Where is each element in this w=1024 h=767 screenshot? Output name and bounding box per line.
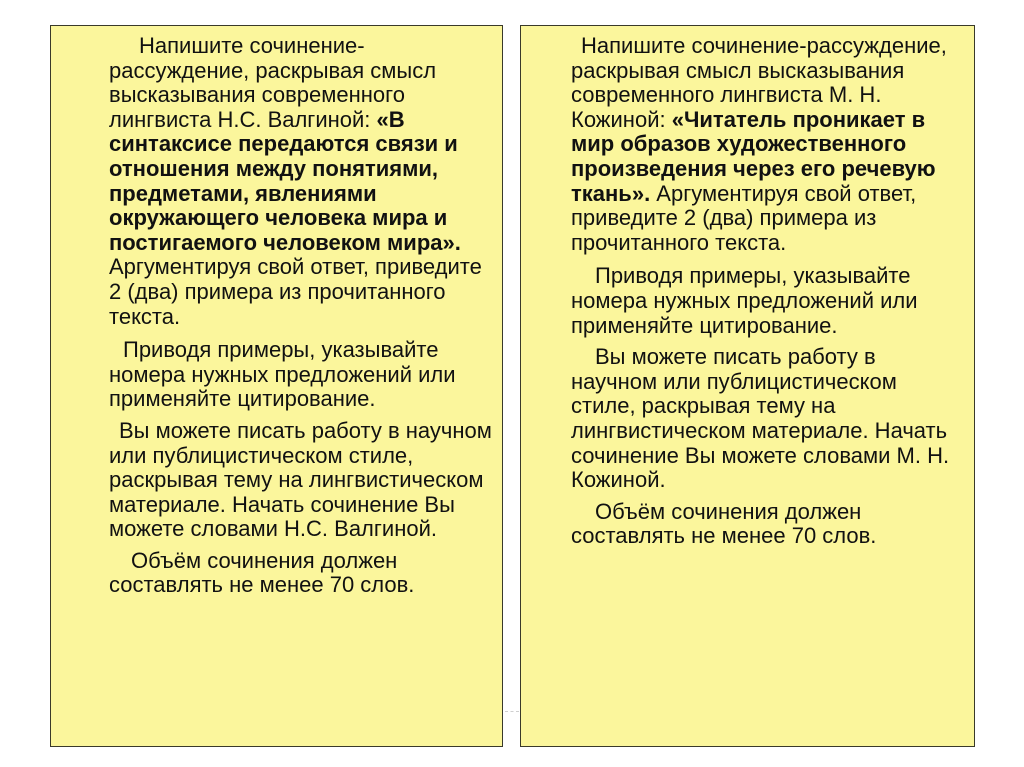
task-intro: Напишите сочинение-рассуждение, раскрывая смысл высказывания современного лингвиста Н.С. Валгиной: bbox=[109, 33, 437, 132]
task-end: Аргументируя свой ответ, приведите 2 (два) примера из прочитанного текста. bbox=[571, 180, 917, 255]
task-paragraph bbox=[109, 34, 494, 329]
task-end: Аргументируя свой ответ, приведите 2 (два) примера из прочитанного текста. bbox=[109, 254, 482, 329]
volume-note: Объём сочинения должен составлять не менее 70 слов. bbox=[109, 547, 415, 598]
examples-note: Приводя примеры, указывайте номера нужных предложений или применяйте цитирование. bbox=[109, 337, 456, 412]
essay-task-card-right bbox=[520, 25, 975, 747]
style-note: Вы можете писать работу в научном или публицистическом стиле, раскрывая тему на лингвистическом материале. Начать сочинение Вы можете словами М. Н. Кожиной. bbox=[571, 344, 950, 493]
task-paragraph bbox=[571, 34, 966, 255]
divider-mark bbox=[505, 711, 519, 713]
style-note: Вы можете писать работу в научном или публицистическом стиле, раскрывая тему на лингвистическом материале. Начать сочинение Вы можете словами Н.С. Валгиной. bbox=[109, 417, 492, 542]
volume-note: Объём сочинения должен составлять не менее 70 слов. bbox=[571, 498, 877, 549]
quote: «Читатель проникает в мир образов художественного произведения через его речевую ткань». bbox=[571, 106, 936, 206]
quote: «В синтаксисе передаются связи и отношения между понятиями, предметами, явлениями окружающего человека мира и постигаемого человеком мира». bbox=[109, 106, 461, 255]
task-intro: Напишите сочинение-рассуждение, раскрывая смысл высказывания современного лингвиста М. Н. Кожиной: bbox=[571, 33, 947, 132]
essay-task-card-left bbox=[50, 25, 503, 747]
examples-note: Приводя примеры, указывайте номера нужных предложений или применяйте цитирование. bbox=[571, 263, 918, 338]
